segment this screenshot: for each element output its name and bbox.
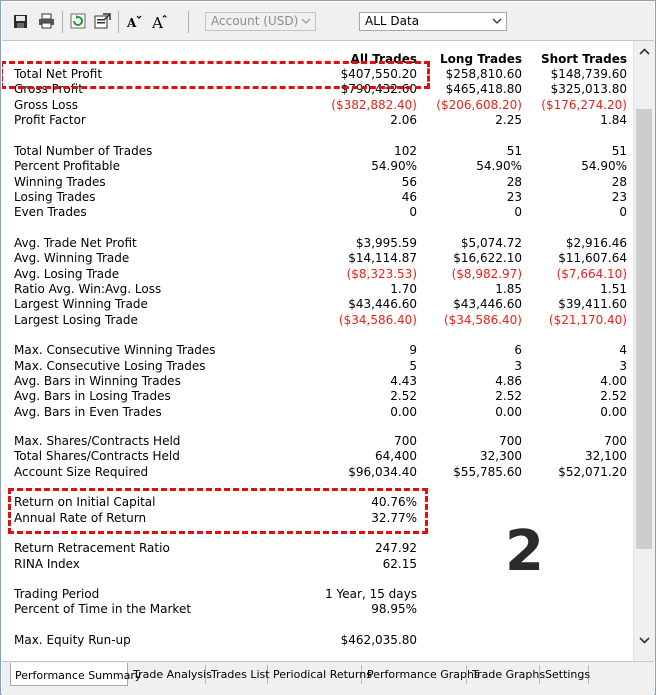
stat-value-all: 46 bbox=[401, 190, 417, 204]
stat-label: Avg. Winning Trade bbox=[14, 251, 130, 265]
stat-value-all: $790,432.60 bbox=[340, 82, 417, 96]
stat-row bbox=[2, 251, 632, 266]
stat-value-long: ($34,586.40) bbox=[443, 313, 522, 327]
stat-value-all: 2.52 bbox=[390, 389, 417, 403]
stat-label: Winning Trades bbox=[14, 175, 106, 189]
toolbar-separator bbox=[118, 11, 119, 33]
stat-value-all: 0.00 bbox=[390, 405, 417, 419]
stat-row bbox=[2, 633, 632, 648]
data-range-select-value: ALL Data bbox=[365, 14, 420, 28]
stat-label: RINA Index bbox=[14, 557, 80, 571]
stat-label: Largest Winning Trade bbox=[14, 297, 148, 311]
stat-row bbox=[2, 587, 632, 602]
stat-label: Largest Losing Trade bbox=[14, 313, 138, 327]
stat-value-all: 700 bbox=[394, 434, 417, 448]
scroll-up-icon[interactable] bbox=[638, 45, 651, 58]
stat-value-all: $3,995.59 bbox=[355, 236, 417, 250]
data-range-select[interactable] bbox=[359, 12, 507, 31]
stat-value-long: $55,785.60 bbox=[453, 465, 522, 479]
stat-row bbox=[2, 98, 632, 113]
stat-value-all: 102 bbox=[394, 144, 417, 158]
stat-value-short: ($21,170.40) bbox=[548, 313, 627, 327]
stat-label: Max. Consecutive Winning Trades bbox=[14, 343, 216, 357]
stat-label: Gross Loss bbox=[14, 98, 78, 112]
stat-value-long: ($206,608.20) bbox=[436, 98, 522, 112]
stat-value-short: $2,916.46 bbox=[565, 236, 627, 250]
stat-label: Avg. Trade Net Profit bbox=[14, 236, 137, 250]
stat-value-long: 700 bbox=[499, 434, 522, 448]
stat-value-long: 0.00 bbox=[495, 405, 522, 419]
stat-row bbox=[2, 374, 632, 389]
tab-trade-analysis[interactable]: Trade Analysis bbox=[129, 665, 206, 684]
chevron-down-icon bbox=[300, 15, 312, 27]
stat-label: Trading Period bbox=[14, 587, 100, 601]
stat-value-short: 28 bbox=[611, 175, 627, 189]
stat-value-short: 0 bbox=[619, 205, 627, 219]
stat-value-short: $39,411.60 bbox=[558, 297, 627, 311]
stat-value-short: 1.84 bbox=[600, 113, 627, 127]
stat-value-short: 1.51 bbox=[600, 282, 627, 296]
stat-row bbox=[2, 113, 632, 128]
stat-row bbox=[2, 602, 632, 617]
stat-row bbox=[2, 343, 632, 358]
stat-label: Gross Profit bbox=[14, 82, 83, 96]
stat-value-short: 0.00 bbox=[600, 405, 627, 419]
stat-value-all: 5 bbox=[409, 359, 417, 373]
stat-label: Total Number of Trades bbox=[14, 144, 153, 158]
stat-value-long: 1.85 bbox=[495, 282, 522, 296]
stat-value-short: 51 bbox=[611, 144, 627, 158]
stat-value-all: 0 bbox=[409, 205, 417, 219]
stat-value-short: 3 bbox=[619, 359, 627, 373]
tab-trade-graphs[interactable]: Trade Graphs bbox=[468, 665, 540, 684]
stat-value-all: 4.43 bbox=[390, 374, 417, 388]
stat-row bbox=[2, 267, 632, 282]
stat-value-short: ($176,274.20) bbox=[541, 98, 627, 112]
report-tabs bbox=[2, 661, 654, 695]
svg-text:A: A bbox=[127, 16, 137, 29]
stat-row bbox=[2, 144, 632, 159]
annotation-number: 2 bbox=[505, 519, 544, 584]
stat-value-short: ($7,664.10) bbox=[556, 267, 627, 281]
stat-value-long: $16,622.10 bbox=[453, 251, 522, 265]
chevron-down-icon bbox=[491, 15, 503, 27]
stat-value-all: $407,550.20 bbox=[340, 67, 417, 81]
stat-label: Losing Trades bbox=[14, 190, 96, 204]
stat-value-all: ($382,882.40) bbox=[331, 98, 417, 112]
stat-value-long: 2.52 bbox=[495, 389, 522, 403]
save-icon[interactable] bbox=[11, 12, 29, 30]
tab-trades-list[interactable]: Trades List bbox=[207, 665, 268, 684]
stat-value-all: 62.15 bbox=[382, 557, 417, 571]
stat-value-all: 1 Year, 15 days bbox=[325, 587, 417, 601]
stat-value-short: 54.90% bbox=[581, 159, 627, 173]
performance-summary-panel bbox=[2, 41, 632, 661]
stat-value-short: $325,013.80 bbox=[550, 82, 627, 96]
stat-label: Profit Factor bbox=[14, 113, 86, 127]
decrease-font-icon[interactable] bbox=[126, 12, 144, 30]
stat-value-all: 54.90% bbox=[371, 159, 417, 173]
stat-value-all: ($8,323.53) bbox=[346, 267, 417, 281]
stat-label: Total Shares/Contracts Held bbox=[14, 449, 180, 463]
stat-label: Return on Initial Capital bbox=[14, 495, 156, 509]
stat-value-long: 6 bbox=[514, 343, 522, 357]
stat-row bbox=[2, 313, 632, 328]
stat-value-long: ($8,982.97) bbox=[451, 267, 522, 281]
stat-value-all: ($34,586.40) bbox=[338, 313, 417, 327]
stat-value-long: 3 bbox=[514, 359, 522, 373]
stat-value-long: 32,300 bbox=[480, 449, 522, 463]
stat-value-long: $258,810.60 bbox=[445, 67, 522, 81]
stat-label: Max. Shares/Contracts Held bbox=[14, 434, 181, 448]
column-header-short: Short Trades bbox=[540, 52, 627, 66]
scroll-down-icon[interactable] bbox=[638, 634, 651, 647]
stat-value-all: 247.92 bbox=[375, 541, 417, 555]
stat-value-all: 9 bbox=[409, 343, 417, 357]
stat-label: Even Trades bbox=[14, 205, 87, 219]
stat-label: Avg. Bars in Losing Trades bbox=[14, 389, 171, 403]
column-header-long: Long Trades bbox=[440, 52, 522, 66]
account-select[interactable] bbox=[205, 12, 316, 31]
account-select-value: Account (USD) bbox=[211, 14, 299, 28]
stat-label: Max. Consecutive Losing Trades bbox=[14, 359, 206, 373]
stat-value-long: 2.25 bbox=[495, 113, 522, 127]
print-icon[interactable] bbox=[37, 12, 55, 30]
stat-value-long: 0 bbox=[514, 205, 522, 219]
highlight-total-net-profit bbox=[2, 61, 430, 89]
scrollbar-thumb[interactable] bbox=[636, 109, 652, 549]
stat-label: Percent Profitable bbox=[14, 159, 120, 173]
stat-value-all: 64,400 bbox=[375, 449, 417, 463]
stat-value-long: 23 bbox=[506, 190, 522, 204]
stat-value-long: $43,446.60 bbox=[453, 297, 522, 311]
stat-row bbox=[2, 297, 632, 312]
stat-value-short: 2.52 bbox=[600, 389, 627, 403]
stat-label: Total Net Profit bbox=[14, 67, 103, 81]
stat-value-short: $11,607.64 bbox=[558, 251, 627, 265]
stat-row bbox=[2, 236, 632, 251]
stat-value-all: 32.77% bbox=[371, 511, 417, 525]
svg-text:A: A bbox=[152, 14, 164, 30]
stat-row bbox=[2, 175, 632, 190]
stat-row bbox=[2, 449, 632, 464]
tab-performance-summary[interactable]: Performance Summary bbox=[10, 663, 128, 686]
stat-value-short: 23 bbox=[611, 190, 627, 204]
tab-performance-graphs[interactable]: Performance Graphs bbox=[363, 665, 467, 684]
stat-label: Ratio Avg. Win:Avg. Loss bbox=[14, 282, 162, 296]
stat-value-short: 700 bbox=[604, 434, 627, 448]
stat-value-all: $462,035.80 bbox=[340, 633, 417, 647]
refresh-icon[interactable] bbox=[69, 12, 87, 30]
stat-value-all: $43,446.60 bbox=[348, 297, 417, 311]
highlight-returns bbox=[8, 488, 428, 534]
vertical-scrollbar[interactable] bbox=[633, 41, 655, 661]
stat-value-long: $465,418.80 bbox=[445, 82, 522, 96]
stat-label: Max. Equity Run-up bbox=[14, 633, 131, 647]
stat-row bbox=[2, 434, 632, 449]
stat-value-short: $52,071.20 bbox=[558, 465, 627, 479]
stat-value-all: 40.76% bbox=[371, 495, 417, 509]
stat-label: Account Size Required bbox=[14, 465, 149, 479]
stat-value-all: 1.70 bbox=[390, 282, 417, 296]
stat-value-short: $148,739.60 bbox=[550, 67, 627, 81]
stat-row bbox=[2, 190, 632, 205]
stat-value-all: 56 bbox=[401, 175, 417, 189]
stat-value-long: 28 bbox=[506, 175, 522, 189]
stat-value-long: 51 bbox=[506, 144, 522, 158]
stat-value-short: 4.00 bbox=[600, 374, 627, 388]
stat-value-all: $14,114.87 bbox=[348, 251, 417, 265]
stat-label: Annual Rate of Return bbox=[14, 511, 147, 525]
stat-label: Avg. Losing Trade bbox=[14, 267, 120, 281]
toolbar bbox=[2, 2, 654, 41]
stat-value-long: 54.90% bbox=[476, 159, 522, 173]
stat-row bbox=[2, 282, 632, 297]
stat-value-short: 32,100 bbox=[585, 449, 627, 463]
stat-value-all: 2.06 bbox=[390, 113, 417, 127]
tab-settings[interactable]: Settings bbox=[541, 665, 589, 684]
tab-periodical-returns[interactable]: Periodical Returns bbox=[269, 665, 362, 684]
stat-value-all: $96,034.40 bbox=[348, 465, 417, 479]
stat-row bbox=[2, 359, 632, 374]
stat-row bbox=[2, 159, 632, 174]
stat-value-long: $5,074.72 bbox=[460, 236, 522, 250]
stat-row bbox=[2, 205, 632, 220]
stat-label: Avg. Bars in Even Trades bbox=[14, 405, 162, 419]
stat-label: Percent of Time in the Market bbox=[14, 602, 192, 616]
stat-row bbox=[2, 405, 632, 420]
toolbar-separator bbox=[188, 11, 189, 33]
stat-label: Return Retracement Ratio bbox=[14, 541, 170, 555]
increase-font-icon[interactable] bbox=[152, 12, 170, 30]
toolbar-separator bbox=[62, 11, 63, 33]
stat-value-long: 4.86 bbox=[495, 374, 522, 388]
stat-row bbox=[2, 465, 632, 480]
stat-row bbox=[2, 389, 632, 404]
column-header-all: All Trades bbox=[350, 52, 417, 66]
export-icon[interactable] bbox=[93, 12, 111, 30]
stat-value-all: 98.95% bbox=[371, 602, 417, 616]
stat-label: Avg. Bars in Winning Trades bbox=[14, 374, 181, 388]
stat-value-short: 4 bbox=[619, 343, 627, 357]
